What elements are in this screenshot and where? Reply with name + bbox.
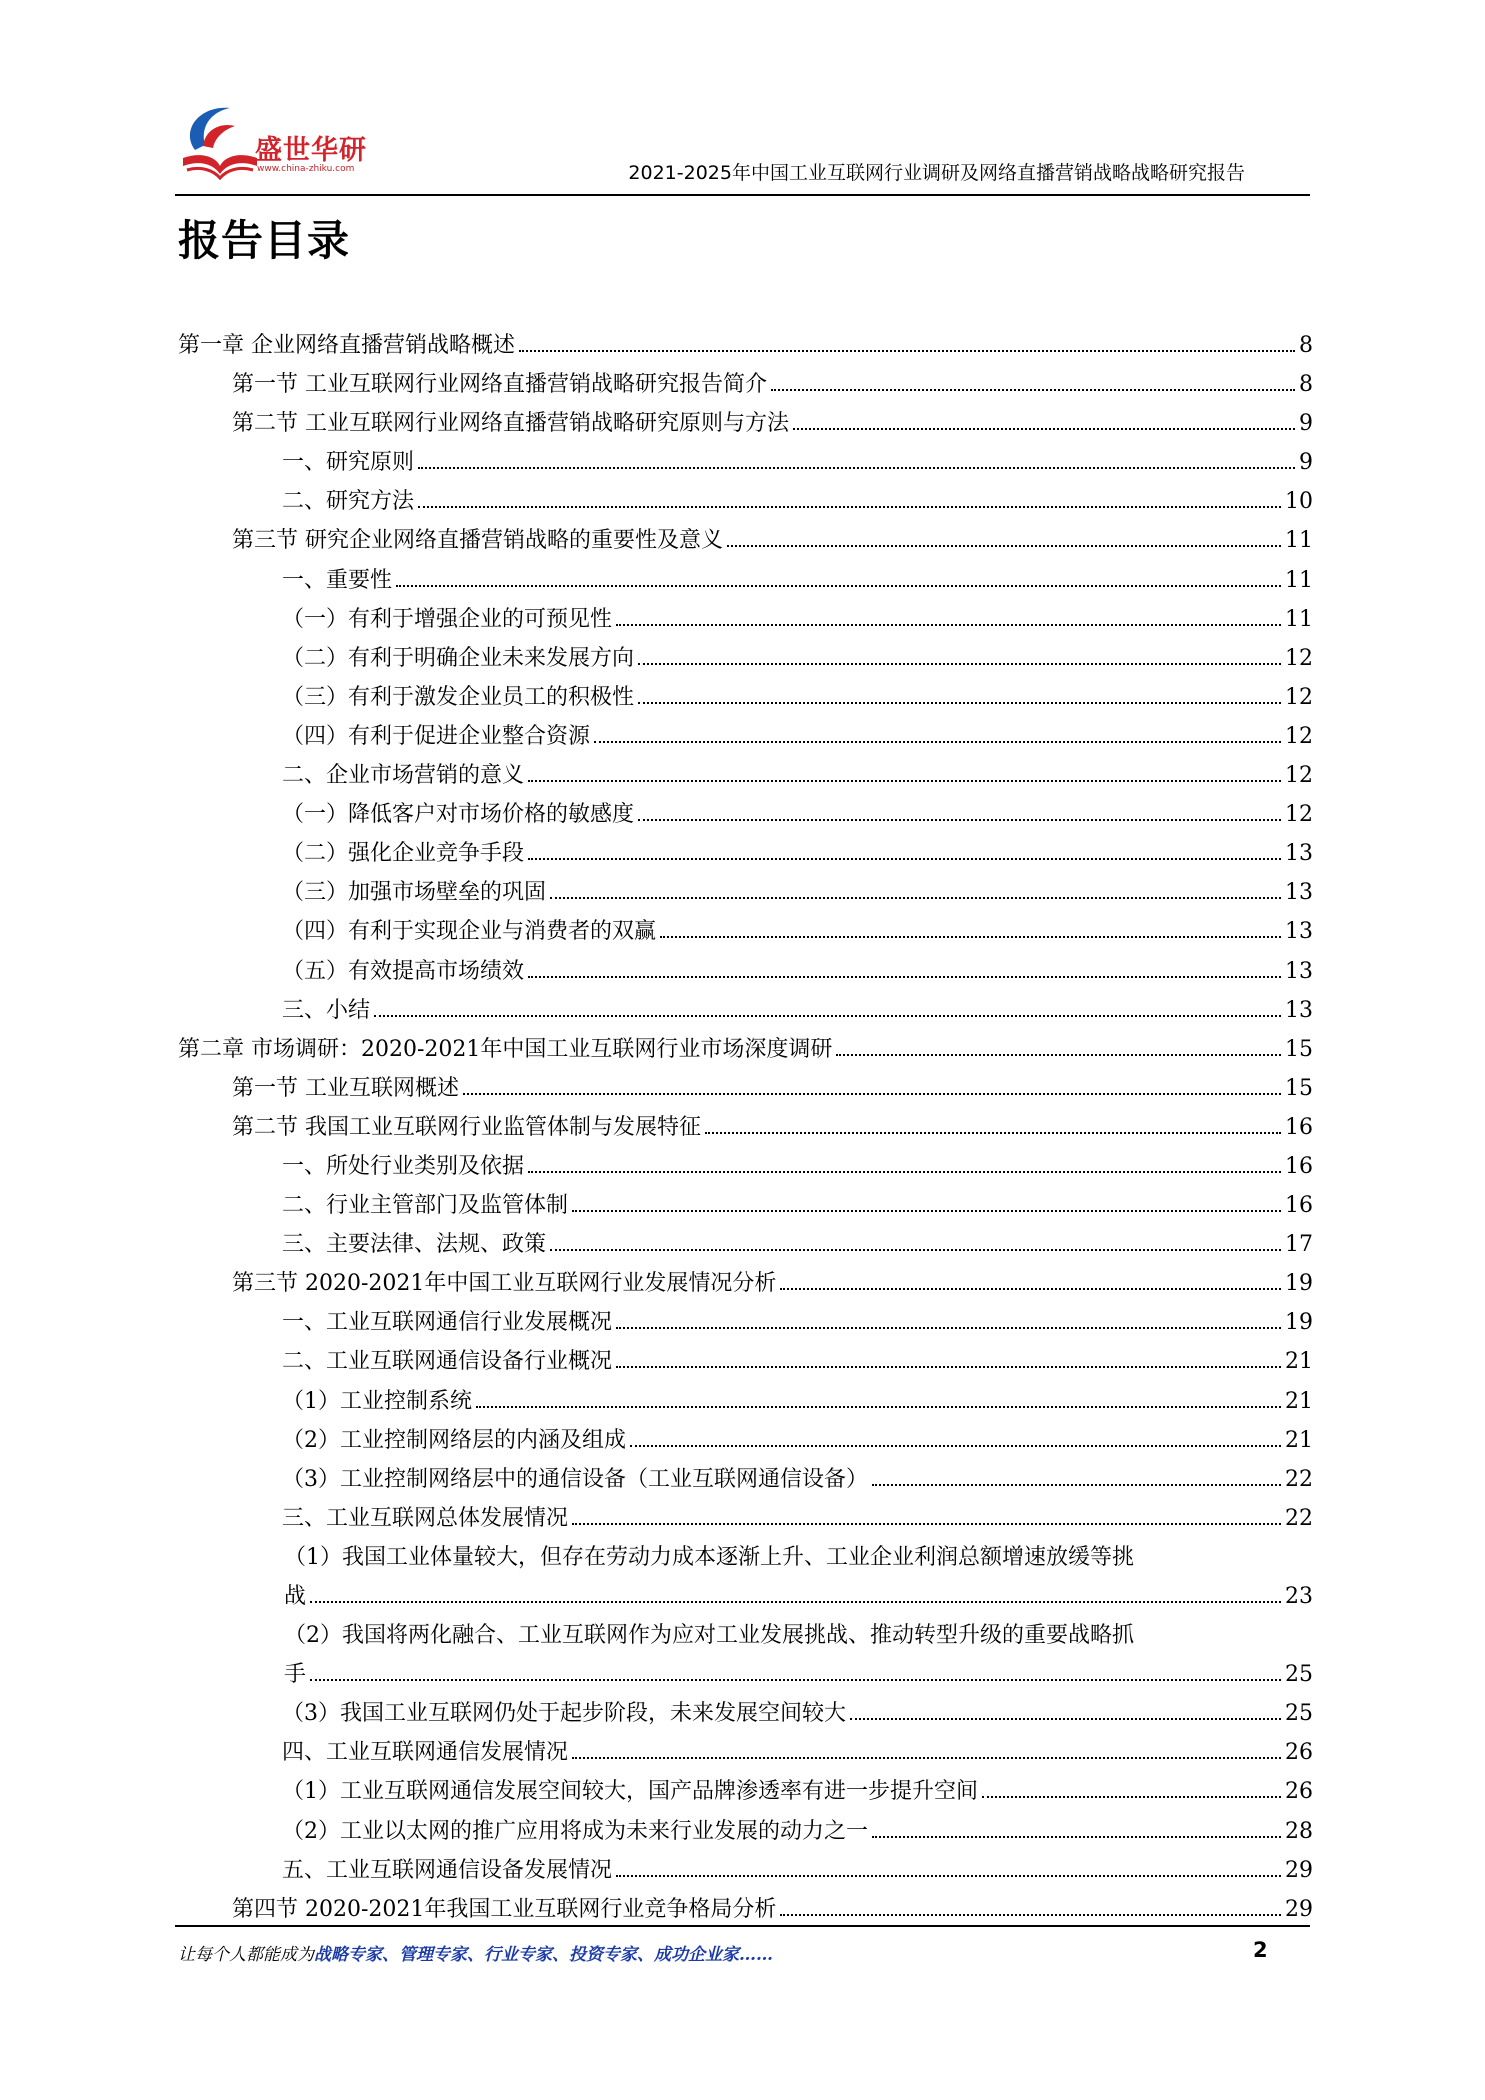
toc-entry-label: 五、工业互联网通信设备发展情况: [282, 1857, 613, 1883]
toc-page-number: 21: [1285, 1427, 1313, 1453]
toc-page-number: 23: [1285, 1584, 1313, 1609]
footer-slogan-prefix: 让每个人都能成为: [178, 1945, 314, 1965]
toc-page-number: 9: [1299, 411, 1313, 437]
dot-leader: [705, 1132, 1281, 1134]
toc-entry-label: 第二章 市场调研：2020-2021年中国工业互联网行业市场深度调研: [178, 1036, 833, 1062]
toc-entry-label: 三、小结: [282, 997, 371, 1023]
report-title: 2021-2025年中国工业互联网行业调研及网络直播营销战略战略研究报告: [628, 162, 1245, 184]
toc-page-number: 25: [1285, 1662, 1313, 1688]
toc-entry-label: 一、研究原则: [282, 450, 415, 476]
toc-page-number: 13: [1285, 841, 1313, 867]
toc-page-number: 19: [1285, 1310, 1313, 1336]
toc-page-number: 8: [1299, 333, 1313, 358]
dot-leader: [872, 1836, 1281, 1838]
toc-page-number: 12: [1285, 684, 1313, 710]
toc-page-number: 13: [1285, 880, 1313, 906]
toc-page-number: 25: [1285, 1701, 1313, 1727]
toc-entry[interactable]: [178, 600, 1313, 639]
toc-entry[interactable]: [178, 1421, 1313, 1460]
dot-leader: [594, 741, 1281, 743]
footer-slogan: [178, 1940, 773, 1965]
toc-entry[interactable]: [178, 561, 1313, 600]
header-divider: [175, 194, 1310, 196]
toc-page-number: 22: [1285, 1505, 1313, 1531]
toc-entry-label: 一、重要性: [282, 567, 393, 593]
dot-leader: [638, 663, 1281, 665]
toc-page-number: 11: [1285, 528, 1313, 554]
dot-leader: [476, 1406, 1281, 1408]
dot-leader: [572, 1210, 1281, 1212]
dot-leader: [836, 1054, 1281, 1056]
toc-page-number: 29: [1285, 1896, 1313, 1922]
toc-entry[interactable]: [178, 1772, 1313, 1811]
toc-entry-label: （二）强化企业竞争手段: [282, 841, 525, 867]
dot-leader: [616, 1366, 1281, 1368]
toc-entry[interactable]: [178, 1812, 1313, 1851]
dot-leader: [793, 428, 1295, 430]
toc-page-number: 13: [1285, 997, 1313, 1023]
toc-page-number: 21: [1285, 1349, 1313, 1375]
dot-leader: [616, 1327, 1281, 1329]
toc-page-number: 21: [1285, 1388, 1313, 1414]
toc-entry-label: （3）我国工业互联网仍处于起步阶段，未来发展空间较大: [282, 1701, 846, 1727]
toc-entry-label: 二、工业互联网通信设备行业概况: [282, 1349, 613, 1375]
dot-leader: [418, 467, 1295, 469]
toc-entry-label: 第一章 企业网络直播营销战略概述: [178, 333, 515, 358]
toc-entry[interactable]: [178, 678, 1313, 717]
dot-leader: [850, 1718, 1281, 1720]
toc-entry[interactable]: [178, 873, 1313, 912]
toc-entry-label: （三）有利于激发企业员工的积极性: [282, 684, 635, 710]
dot-leader: [463, 1093, 1281, 1095]
toc-entry[interactable]: [178, 834, 1313, 873]
toc-entry[interactable]: [178, 1303, 1313, 1342]
toc-page-number: 12: [1285, 763, 1313, 789]
dot-leader: [310, 1601, 1281, 1603]
dot-leader: [418, 506, 1281, 508]
toc-entry[interactable]: [178, 717, 1313, 756]
dot-leader: [727, 545, 1281, 547]
dot-leader: [638, 702, 1281, 704]
toc-entry-label: 第三节 研究企业网络直播营销战略的重要性及意义: [232, 528, 723, 554]
dot-leader: [630, 1445, 1281, 1447]
toc-page-number: 13: [1285, 919, 1313, 945]
dot-leader: [528, 858, 1281, 860]
toc-entry-label: （1）工业控制系统: [282, 1388, 472, 1414]
toc-entry[interactable]: [178, 1890, 1313, 1929]
toc-entry[interactable]: [178, 1616, 1313, 1694]
toc-entry-label: 一、所处行业类别及依据: [282, 1153, 525, 1179]
dot-leader: [780, 1914, 1281, 1916]
toc-entry-label: 第一节 工业互联网概述: [232, 1075, 459, 1101]
toc-entry[interactable]: [178, 1147, 1313, 1186]
dot-leader: [660, 936, 1281, 938]
toc-entry[interactable]: [178, 521, 1313, 560]
toc-entry-label: （四）有利于促进企业整合资源: [282, 723, 591, 749]
toc-entry[interactable]: [178, 1499, 1313, 1538]
toc-entry-label: 第二节 我国工业互联网行业监管体制与发展特征: [232, 1114, 701, 1140]
footer-divider: [175, 1925, 1310, 1927]
toc-entry-label: （三）加强市场壁垒的巩固: [282, 880, 547, 906]
toc-entry[interactable]: [178, 912, 1313, 951]
toc-entry-label-continued: 战: [284, 1584, 307, 1609]
toc-page-number: 15: [1285, 1075, 1313, 1101]
logo-url: www.china-zhiku.com: [257, 164, 355, 174]
toc-page-number: 11: [1285, 606, 1313, 632]
toc-entry[interactable]: [178, 1225, 1313, 1264]
toc-entry-label: 二、行业主管部门及监管体制: [282, 1193, 569, 1219]
toc-page-number: 15: [1285, 1036, 1313, 1062]
toc-entry-label: 一、工业互联网通信行业发展概况: [282, 1310, 613, 1336]
page-title: 报告目录: [178, 216, 351, 265]
dot-leader: [519, 350, 1295, 352]
toc-entry-label: （2）工业控制网络层的内涵及组成: [282, 1427, 626, 1453]
dot-leader: [528, 976, 1281, 978]
toc-entry-label: 第二节 工业互联网行业网络直播营销战略研究原则与方法: [232, 411, 789, 437]
toc-page-number: 17: [1285, 1232, 1313, 1258]
toc-page-number: 8: [1299, 372, 1313, 398]
toc-entry[interactable]: [178, 326, 1313, 365]
dot-leader: [616, 1875, 1281, 1877]
page-number: 2: [1253, 1938, 1268, 1962]
company-logo: [175, 100, 385, 182]
toc-entry-label: 二、企业市场营销的意义: [282, 763, 525, 789]
toc-entry[interactable]: [178, 1030, 1313, 1069]
toc-page-number: 26: [1285, 1740, 1313, 1766]
toc-entry[interactable]: [178, 365, 1313, 404]
dot-leader: [616, 624, 1281, 626]
toc-entry-label: （1）我国工业体量较大，但存在劳动力成本逐渐上升、工业企业利润总额增速放缓等挑: [284, 1544, 1134, 1570]
dot-leader: [310, 1679, 1281, 1681]
toc-entry-label: （3）工业控制网络层中的通信设备（工业互联网通信设备）: [282, 1466, 868, 1492]
toc-entry-label: （二）有利于明确企业未来发展方向: [282, 645, 635, 671]
dot-leader: [872, 1484, 1281, 1486]
toc-entry[interactable]: [178, 404, 1313, 443]
toc-entry[interactable]: [178, 756, 1313, 795]
dot-leader: [572, 1757, 1281, 1759]
toc-entry[interactable]: [178, 1108, 1313, 1147]
dot-leader: [528, 780, 1281, 782]
toc-entry[interactable]: [178, 1264, 1313, 1303]
toc-page-number: 12: [1285, 723, 1313, 749]
toc-entry[interactable]: [178, 482, 1313, 521]
toc-entry-label: （五）有效提高市场绩效: [282, 958, 525, 984]
dot-leader: [396, 585, 1281, 587]
toc-entry-label: 三、工业互联网总体发展情况: [282, 1505, 569, 1531]
toc-page-number: 28: [1285, 1818, 1313, 1844]
toc-entry-label-continued: 手: [284, 1662, 307, 1688]
toc-page-number: 12: [1285, 802, 1313, 828]
toc-page-number: 10: [1285, 489, 1313, 515]
logo-mark-icon: [175, 100, 265, 182]
toc-page-number: 9: [1299, 450, 1313, 476]
dot-leader: [550, 1249, 1281, 1251]
toc-entry[interactable]: [178, 443, 1313, 482]
dot-leader: [982, 1796, 1281, 1798]
toc-page-number: 13: [1285, 958, 1313, 984]
dot-leader: [572, 1523, 1281, 1525]
toc-page-number: 16: [1285, 1153, 1313, 1179]
table-of-contents: [178, 326, 1313, 1929]
dot-leader: [550, 897, 1281, 899]
toc-entry-label: 四、工业互联网通信发展情况: [282, 1740, 569, 1766]
dot-leader: [638, 819, 1281, 821]
toc-entry[interactable]: [178, 1851, 1313, 1890]
toc-page-number: 11: [1285, 567, 1313, 593]
toc-entry[interactable]: [178, 639, 1313, 678]
toc-entry-label: 第一节 工业互联网行业网络直播营销战略研究报告简介: [232, 372, 767, 398]
toc-entry-label: 三、主要法律、法规、政策: [282, 1232, 547, 1258]
toc-entry[interactable]: [178, 991, 1313, 1030]
toc-page-number: 29: [1285, 1857, 1313, 1883]
toc-entry[interactable]: [178, 1342, 1313, 1381]
toc-entry[interactable]: [178, 795, 1313, 834]
toc-page-number: 19: [1285, 1271, 1313, 1297]
logo-name: 盛世华研: [255, 135, 367, 166]
toc-page-number: 16: [1285, 1193, 1313, 1219]
toc-entry[interactable]: [178, 1382, 1313, 1421]
toc-page-number: 16: [1285, 1114, 1313, 1140]
toc-entry[interactable]: [178, 1694, 1313, 1733]
toc-page-number: 22: [1285, 1466, 1313, 1492]
toc-entry-label: （四）有利于实现企业与消费者的双赢: [282, 919, 657, 945]
toc-entry-label: （2）工业以太网的推广应用将成为未来行业发展的动力之一: [282, 1818, 868, 1844]
toc-entry-label: （一）降低客户对市场价格的敏感度: [282, 802, 635, 828]
footer-slogan-highlight: 战略专家、管理专家、行业专家、投资专家、成功企业家……: [314, 1945, 773, 1965]
dot-leader: [528, 1171, 1281, 1173]
toc-entry[interactable]: [178, 1733, 1313, 1772]
toc-entry[interactable]: [178, 952, 1313, 991]
dot-leader: [374, 1015, 1281, 1017]
dot-leader: [771, 389, 1295, 391]
toc-entry[interactable]: [178, 1538, 1313, 1616]
toc-entry-label: 第三节 2020-2021年中国工业互联网行业发展情况分析: [232, 1271, 777, 1297]
toc-entry-label: 第四节 2020-2021年我国工业互联网行业竞争格局分析: [232, 1896, 777, 1922]
toc-entry[interactable]: [178, 1460, 1313, 1499]
toc-entry-label: （一）有利于增强企业的可预见性: [282, 606, 613, 632]
toc-entry[interactable]: [178, 1069, 1313, 1108]
toc-entry-label: （2）我国将两化融合、工业互联网作为应对工业发展挑战、推动转型升级的重要战略抓: [284, 1623, 1134, 1649]
dot-leader: [780, 1288, 1281, 1290]
toc-entry[interactable]: [178, 1186, 1313, 1225]
toc-page-number: 26: [1285, 1779, 1313, 1805]
toc-entry-label: 二、研究方法: [282, 489, 415, 515]
toc-page-number: 12: [1285, 645, 1313, 671]
toc-entry-label: （1）工业互联网通信发展空间较大，国产品牌渗透率有进一步提升空间: [282, 1779, 978, 1805]
